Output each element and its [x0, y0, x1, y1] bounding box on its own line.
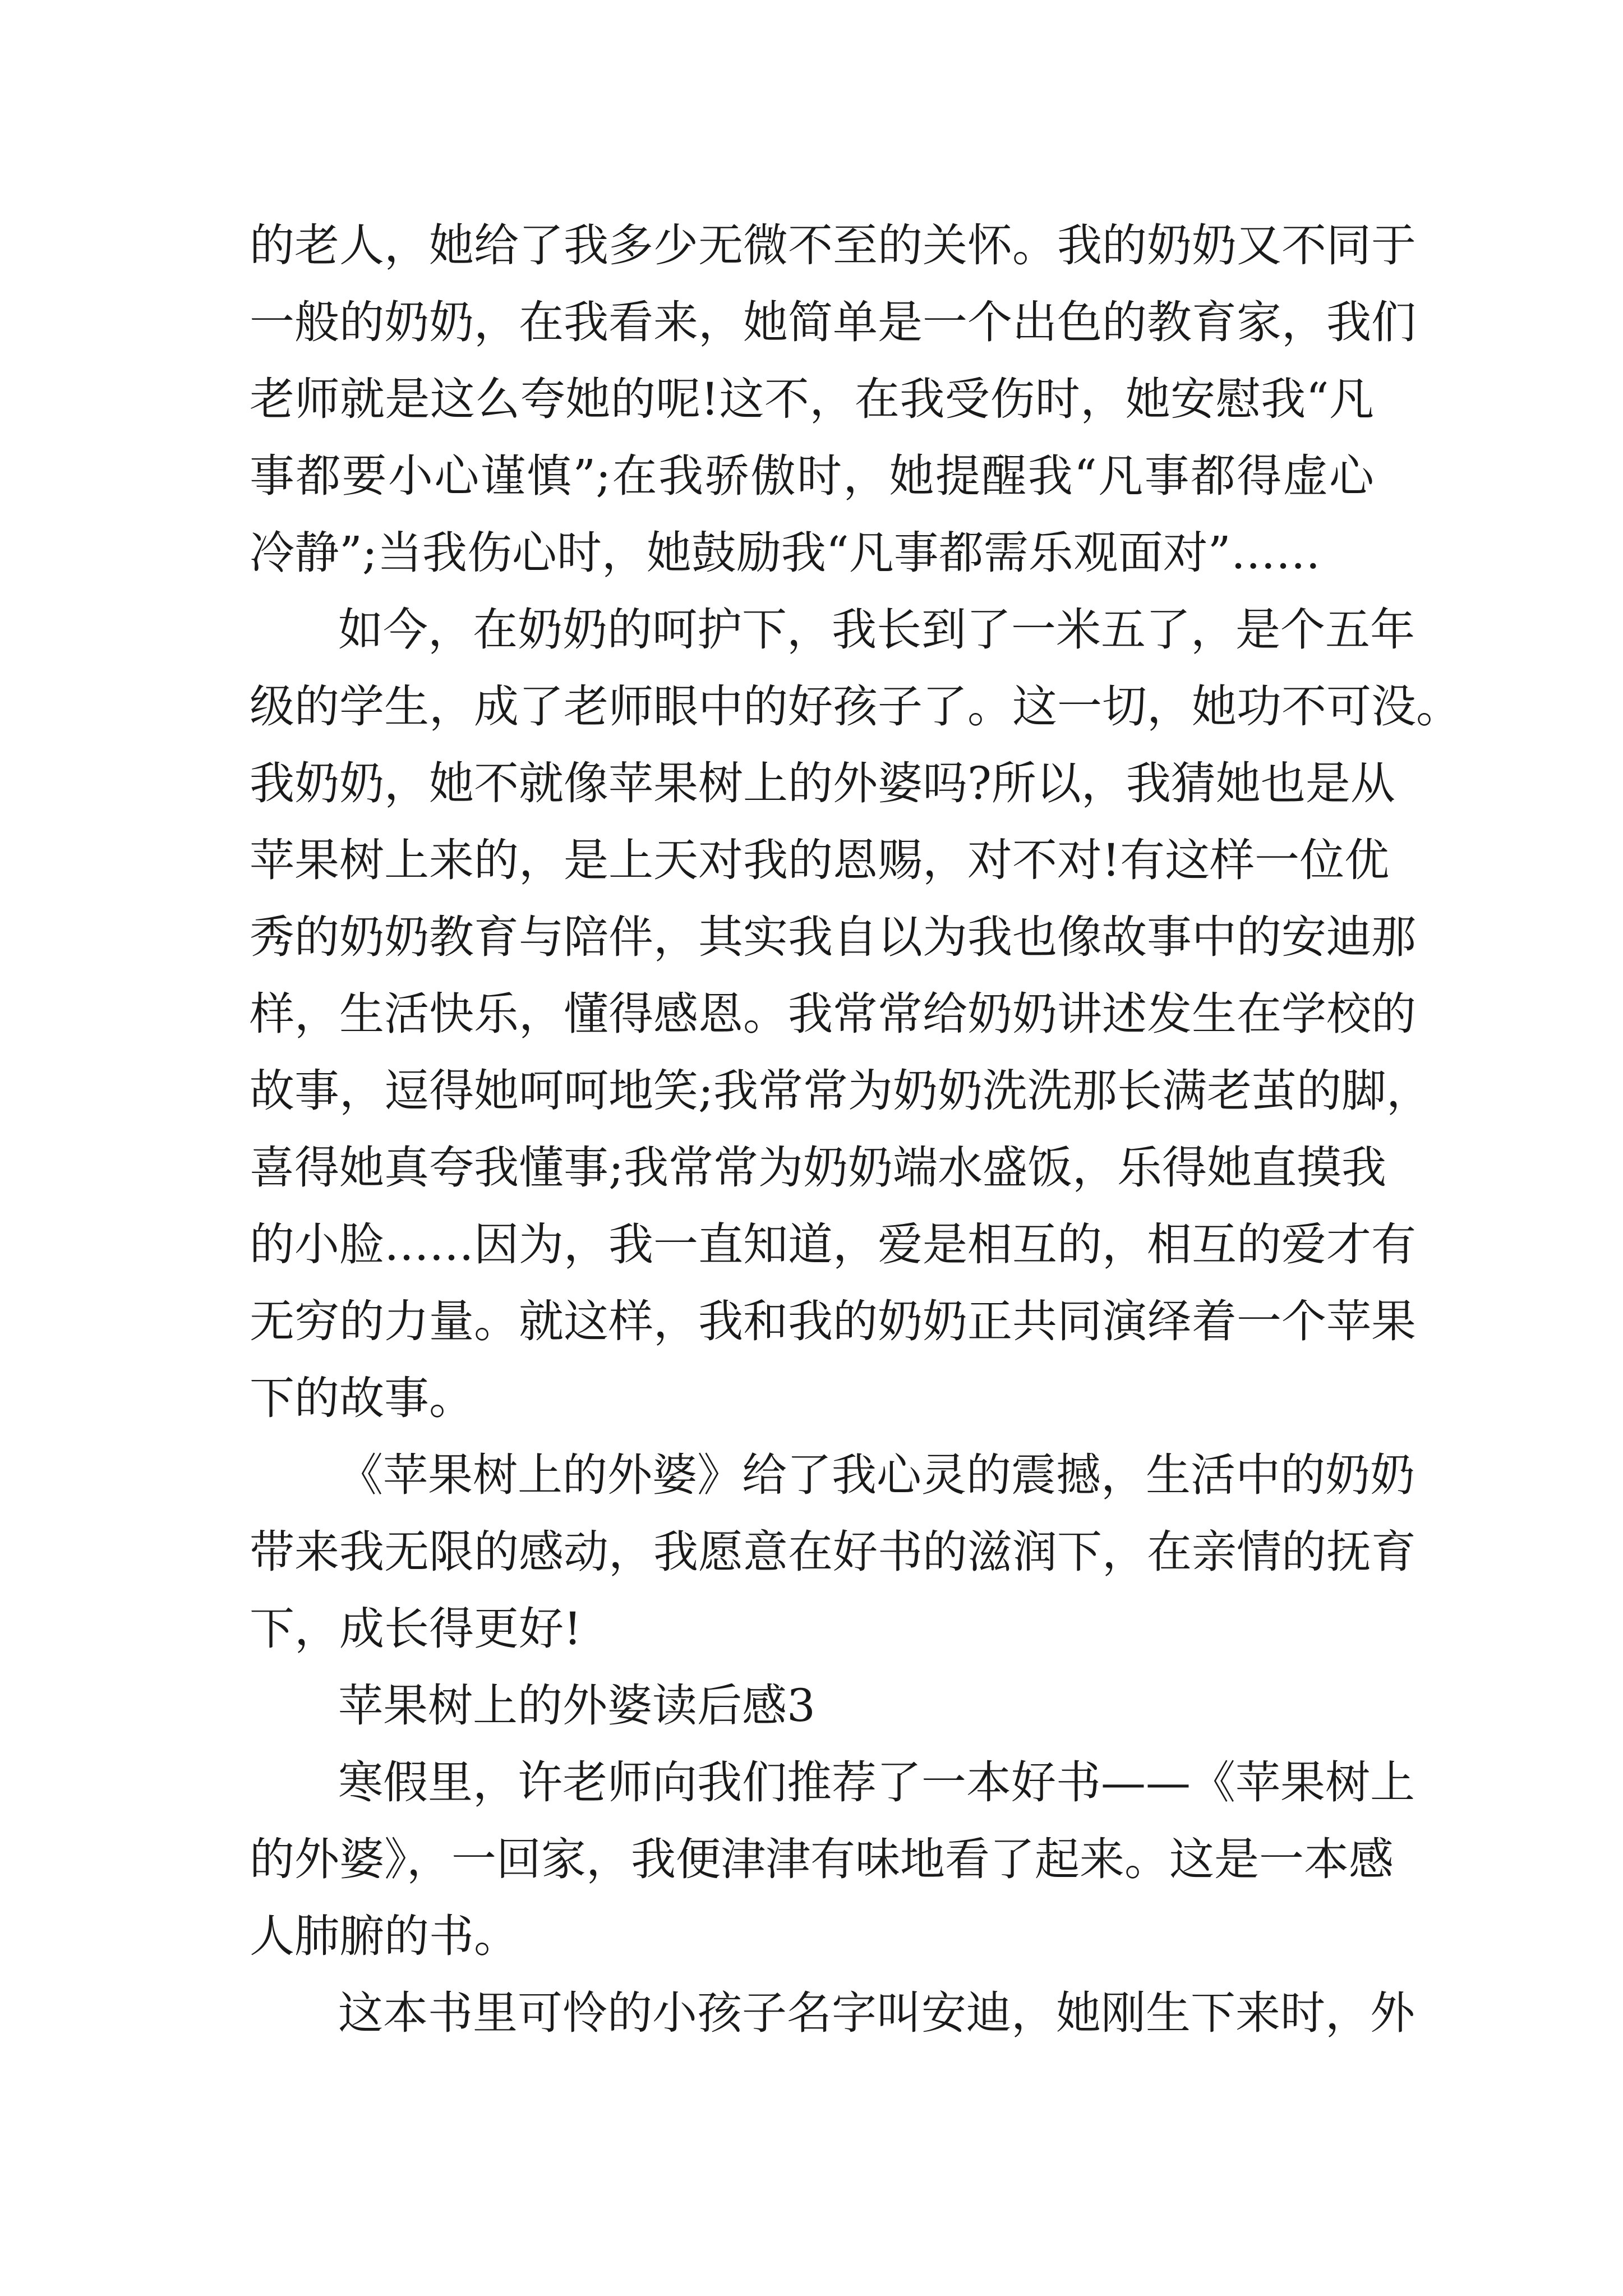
text-line: 下，成长得更好! [250, 1603, 582, 1655]
text-line: 的外婆》，一回家，我便津津有味地看了起来。这是一本感 [250, 1833, 1394, 1885]
text-line: 样，生活快乐，懂得感恩。我常常给奶奶讲述发生在学校的 [250, 988, 1416, 1040]
text-line: 级的学生，成了老师眼中的好孩子了。这一切，她功不可没。 [250, 680, 1461, 733]
text-line: 无穷的力量。就这样，我和我的奶奶正共同演绎着一个苹果 [250, 1295, 1416, 1347]
text-line: 的小脸……因为，我一直知道，爱是相互的，相互的爱才有 [250, 1218, 1416, 1271]
text-line: 带来我无限的感动，我愿意在好书的滋润下，在亲情的抚育 [250, 1526, 1416, 1578]
section-heading: 苹果树上的外婆读后感3 [338, 1680, 815, 1732]
paragraph-start-line: 寒假里，许老师向我们推荐了一本好书——《苹果树上 [338, 1756, 1415, 1809]
text-line: 我奶奶，她不就像苹果树上的外婆吗?所以，我猜她也是从 [250, 757, 1395, 809]
text-line: 的老人，她给了我多少无微不至的关怀。我的奶奶又不同于 [250, 219, 1416, 272]
text-line: 事都要小心谨慎”;在我骄傲时，她提醒我“凡事都得虚心 [250, 450, 1374, 502]
text-line: 故事，逗得她呵呵地笑;我常常为奶奶洗洗那长满老茧的脚， [250, 1065, 1431, 1117]
text-line: 人肺腑的书。 [250, 1910, 519, 1962]
paragraph-start-line: 这本书里可怜的小孩子名字叫安迪，她刚生下来时，外 [338, 1987, 1415, 2039]
paragraph-start-line: 《苹果树上的外婆》给了我心灵的震撼，生活中的奶奶 [338, 1449, 1415, 1501]
text-line: 秀的奶奶教育与陪伴，其实我自以为我也像故事中的安迪那 [250, 911, 1416, 963]
text-line: 苹果树上来的，是上天对我的恩赐，对不对!有这样一位优 [250, 834, 1390, 886]
text-line: 冷静”;当我伤心时，她鼓励我“凡事都需乐观面对”…… [250, 527, 1321, 579]
text-line: 老师就是这么夸她的呢!这不，在我受伤时，她安慰我“凡 [250, 373, 1374, 425]
paragraph-start-line: 如今，在奶奶的呵护下，我长到了一米五了，是个五年 [338, 604, 1415, 656]
text-line: 下的故事。 [250, 1372, 474, 1424]
text-line: 喜得她真夸我懂事;我常常为奶奶端水盛饭，乐得她直摸我 [250, 1142, 1386, 1194]
text-line: 一般的奶奶，在我看来，她简单是一个出色的教育家，我们 [250, 296, 1416, 348]
